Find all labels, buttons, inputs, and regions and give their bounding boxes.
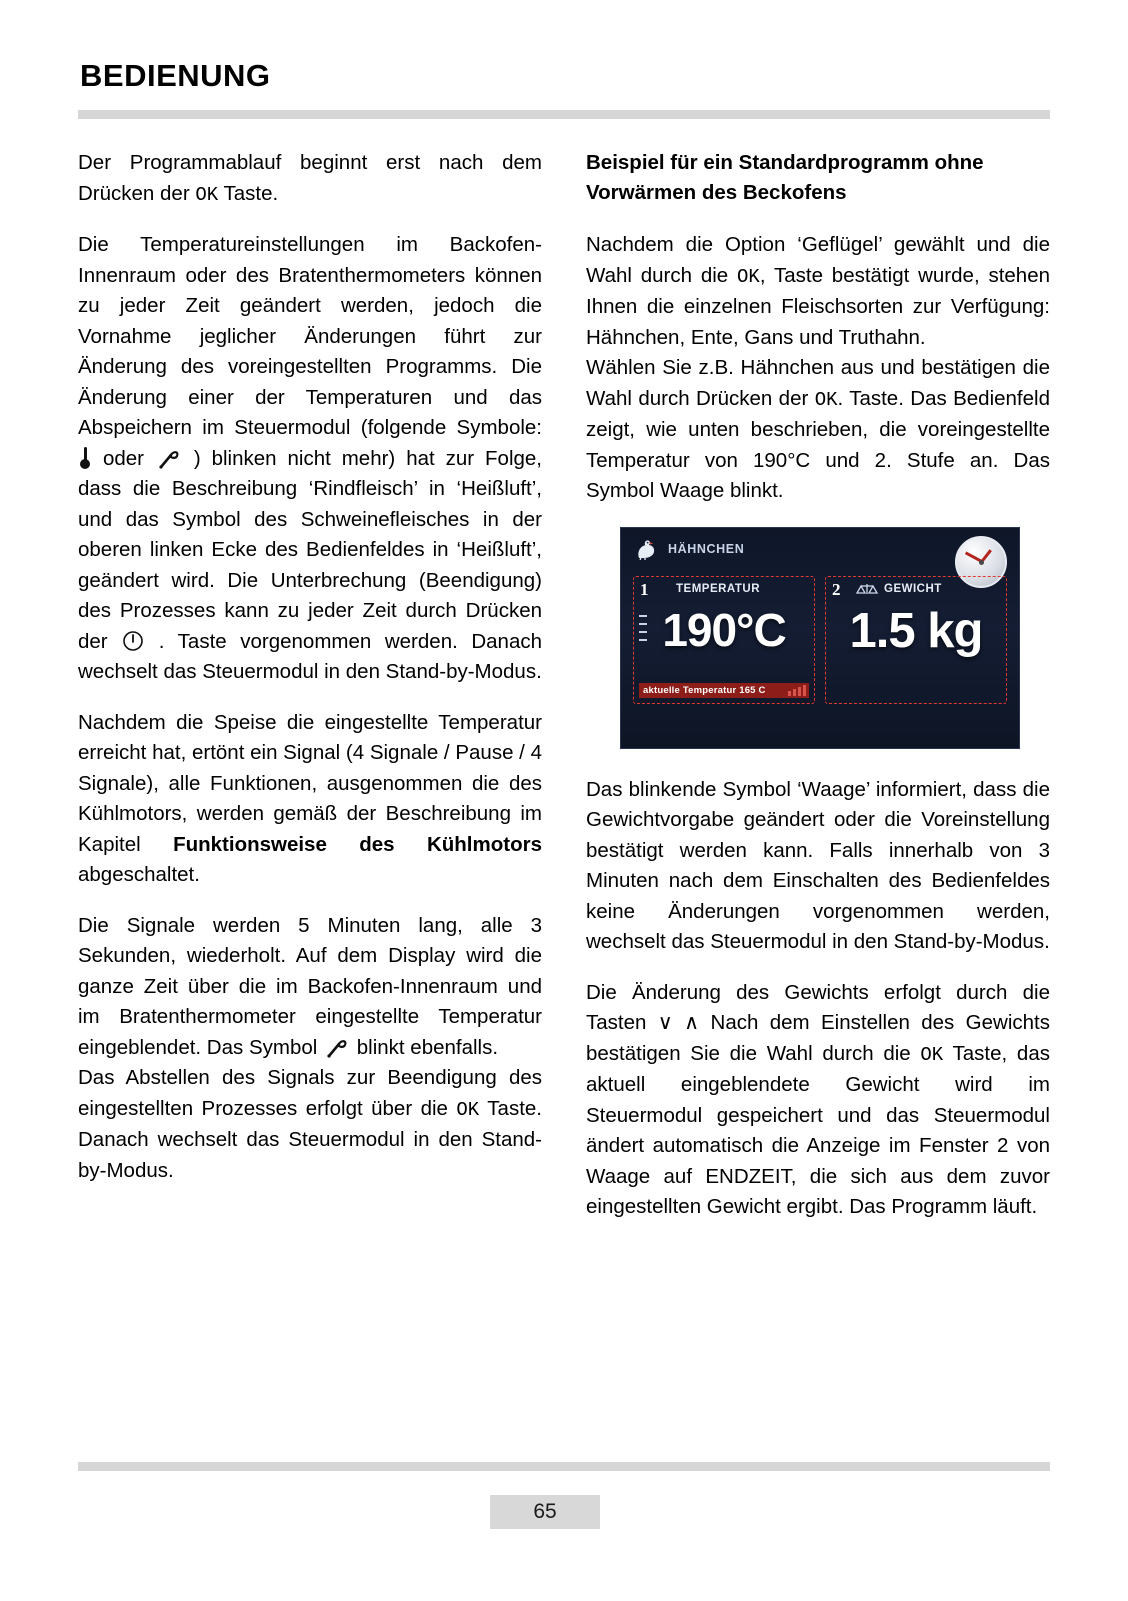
paragraph-program-start [78, 148, 542, 210]
ok-key-label: OK [920, 1043, 944, 1066]
bargraph-icon [788, 685, 809, 696]
header-divider [78, 110, 1050, 119]
text-run: Der Programmablauf beginnt erst nach dem Drücken der [78, 151, 542, 205]
page-number: 65 [490, 1495, 600, 1529]
text-run: Taste. Danach wechselt das Steuermodul in den Stand-by-Modus. [78, 1096, 542, 1182]
meat-probe-icon [325, 1036, 349, 1058]
chevron-down-icon: ∨ [657, 1011, 673, 1034]
meat-probe-icon [157, 447, 181, 469]
actual-temperature-text: aktuelle Temperatur 165 C [643, 684, 766, 696]
section-heading: Beispiel für ein Standardprogramm ohne Vorwärmen des Beckofens [586, 151, 984, 204]
paragraph-temperature-settings [78, 230, 542, 688]
display-screen [621, 528, 1019, 748]
paragraph-signal-repeat [78, 911, 542, 1064]
panel-number: 1 [640, 579, 649, 599]
text-run: oder [102, 446, 144, 470]
panel-label-temperature: TEMPERATUR [676, 582, 761, 595]
text-run: . Taste. Das Bedienfeld zeigt, wie unten beschrieben, die voreingestellte Temperatur von 190°C und 2. Stufe an. Das Symbol Waage blinkt. [586, 386, 1050, 502]
page-title: BEDIENUNG [80, 58, 271, 93]
text-run: abgeschaltet. [78, 863, 200, 886]
actual-temperature-strip [639, 683, 809, 698]
footer-divider [78, 1462, 1050, 1471]
text-run: Die Änderung des Gewichts erfolgt durch die Tasten [586, 980, 1050, 1034]
text-run: Wählen Sie z.B. Hähnchen aus und bestätigen die Wahl durch Drücken der [586, 356, 1050, 410]
text-run: Die Signale werden 5 Minuten lang, alle 3 Sekunden, wiederholt. Auf dem Display wird die ganze Zeit über die im Backofen-Innenraum und im Bratenthermometer eingestellte Temperatur eingeblendet. Das Symbol [78, 913, 542, 1059]
text-run: Taste, das aktuell eingeblendete Gewicht wird im Steuermodul gespeichert und das Steuermodul ändert automatisch die Anzeige im Fenster 2 von Waage auf ENDZEIT, die sich aus dem zuvor eingestellten Gewicht ergibt. Das Programm läuft. [586, 1041, 1050, 1218]
panel-number: 2 [832, 579, 841, 599]
paragraph-select-chicken [586, 353, 1050, 507]
text-run: Taste. [218, 181, 279, 205]
ok-key-label: OK [195, 183, 219, 206]
text-run: Nach dem Einstellen des Gewichts bestätigen Sie die Wahl durch die [586, 1011, 1050, 1065]
display-program-name: HÄHNCHEN [668, 541, 745, 556]
text-run: blinkt ebenfalls. [356, 1035, 499, 1059]
text-run: . Taste vorgenommen werden. Danach wechselt das Steuermodul in den Stand-by-Modus. [78, 629, 543, 683]
text-run: ) blinken nicht mehr) hat zur Folge, dass die Beschreibung ‘Rindfleisch’ in ‘Heißluft’, und das Symbol des Schweinefleisches in der oberen linken Ecke des Bedienfeldes in ‘Heißluft’, geändert wird. Die Unterbrechung (Beendigung) des Prozesses kann zu jeder Zeit durch Drücken der [78, 446, 542, 653]
text-run: Das Abstellen des Signals zur Beendigung des eingestellten Prozesses erfolgt über die [78, 1066, 542, 1120]
chicken-icon [633, 538, 659, 560]
text-run: Nachdem die Option ‘Geflügel’ gewählt und die Wahl durch die [586, 233, 1050, 287]
control-panel-display-figure [620, 527, 1020, 749]
weight-value: 1.5 kg [849, 603, 983, 658]
scale-icon [854, 582, 880, 596]
ok-key-label: OK [456, 1098, 480, 1121]
page-header [78, 58, 1050, 119]
paragraph-signal-stop [78, 1063, 542, 1186]
paragraph-blinking-scale: Das blinkende Symbol ‘Waage’ informiert, dass die Gewichtvorgabe geändert oder die Voreinstellung bestätigt werden kann. Falls innerhalb von 3 Minuten nach dem Einschalten des Bedienfeldes keine Änderungen vorgenommen werden, wechselt das Steuermodul in den Stand-by-Modus. [586, 777, 1050, 953]
ok-key-label: OK [737, 265, 760, 288]
panel-label-weight: GEWICHT [884, 582, 942, 595]
temperature-probe-icon [80, 447, 90, 469]
display-panel-temperature [633, 576, 815, 704]
chevron-up-icon: ∧ [684, 1011, 700, 1034]
power-button-icon [122, 630, 144, 652]
text-run: Die Temperatureinstellungen im Backofen-Innenraum oder des Bratenthermometers können zu jeder Zeit geändert werden, jedoch die Vornahme jeglicher Änderungen führt zur Änderung des voreingestellten Programms. Die Änderung einer der Temperaturen und das Abspeichern im Steuermodul (folgende Symbole: [78, 233, 542, 439]
temperature-value: 190°C [662, 603, 786, 656]
paragraph-poultry-option [586, 230, 1050, 353]
left-column [78, 148, 542, 1223]
text-run: Nachdem die Speise die eingestellte Temperatur erreicht hat, ertönt ein Signal (4 Signale / Pause / 4 Signale), alle Funktionen, ausgenommen die des Kühlmotors, werden gemäß der Beschreibung im Kapitel [78, 710, 542, 856]
two-column-body [78, 148, 1050, 1223]
right-column [586, 148, 1050, 1223]
display-panel-weight [825, 576, 1007, 704]
paragraph-weight-change [586, 978, 1050, 1223]
ok-key-label: OK [814, 388, 838, 411]
text-run: , Taste bestätigt wurde, stehen Ihnen die einzelnen Fleischsorten zur Verfügung: Hähnchen, Ente, Gans und Truthahn. [586, 263, 1050, 349]
chapter-reference: Funktionsweise des Kühlmotors [173, 832, 542, 856]
display-program-header [633, 538, 744, 560]
paragraph-signal-after-temp [78, 708, 542, 891]
